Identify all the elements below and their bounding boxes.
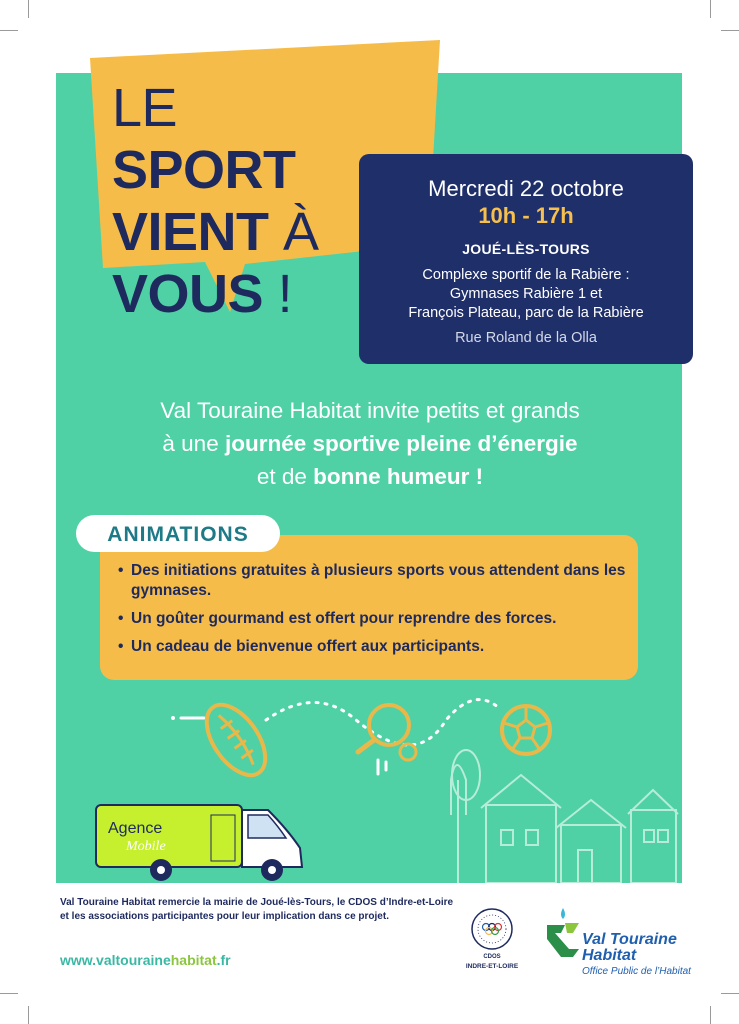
animation-item: • Un goûter gourmand est offert pour reprendre des forces. <box>118 609 626 629</box>
intro-line <box>60 460 680 493</box>
thanks-line: Val Touraine Habitat remercie la mairie de Joué-lès-Tours, le CDOS d’Indre-et-Loire <box>60 897 454 908</box>
event-date: Mercredi 22 octobre <box>428 176 624 201</box>
thanks-text <box>60 896 460 924</box>
url-part: .fr <box>216 952 231 968</box>
crop-mark <box>721 993 739 994</box>
houses-icon <box>451 750 678 883</box>
motion-lines <box>171 716 204 720</box>
event-info-box <box>359 154 693 364</box>
venue-line: Gymnases Rabière 1 et <box>449 286 603 302</box>
headline-word: LE <box>112 78 178 138</box>
intro-emphasis: bonne humeur ! <box>313 464 484 489</box>
headline-word: VIENT <box>112 202 269 262</box>
animation-item: • Un cadeau de bienvenue offert aux participants. <box>118 637 626 657</box>
headline-word: VOUS <box>112 264 264 324</box>
website-link[interactable] <box>60 952 231 968</box>
van-label: Agence <box>108 820 163 837</box>
headline-word: ! <box>277 264 293 324</box>
intro-line: Val Touraine Habitat invite petits et grands <box>160 398 580 423</box>
venue-line: François Plateau, parc de la Rabière <box>408 305 644 321</box>
url-part: habitat <box>170 952 217 968</box>
val-touraine-habitat-logo <box>543 903 583 963</box>
url-part: www.valtouraine <box>60 952 171 968</box>
headline <box>112 77 372 325</box>
animations-title-pill <box>76 515 280 552</box>
vth-name: Habitat <box>582 947 637 964</box>
animations-box <box>100 535 638 680</box>
intro-text-part: à une <box>162 431 225 456</box>
headline-word: À <box>283 202 319 262</box>
animations-list <box>118 561 626 665</box>
thanks-line: et les associations participantes pour leur implication dans ce projet. <box>60 911 389 922</box>
cdos-sub: INDRE-ET-LOIRE <box>465 963 519 970</box>
cdos-logo <box>462 905 522 975</box>
event-time: 10h - 17h <box>478 203 574 228</box>
cdos-label: CDOS <box>483 954 501 960</box>
venue-line: Complexe sportif de la Rabière : <box>422 267 630 283</box>
event-city: JOUÉ-LÈS-TOURS <box>462 241 590 257</box>
sports-illustration <box>56 690 682 883</box>
intro-text-part: et de <box>256 464 314 489</box>
vth-tagline: Office Public de l’Habitat <box>582 966 691 977</box>
event-venue <box>365 266 687 323</box>
intro-line <box>60 427 680 460</box>
crop-mark <box>0 993 18 994</box>
event-street: Rue Roland de la Olla <box>455 330 597 346</box>
crop-mark <box>710 1006 711 1024</box>
animation-item: • Des initiations gratuites à plusieurs sports vous attendent dans les gymnases. <box>118 561 626 601</box>
intro-text <box>60 394 680 493</box>
intro-emphasis: journée sportive pleine d’énergie <box>224 431 578 456</box>
vth-name: Val Touraine <box>582 931 677 948</box>
animations-title: ANIMATIONS <box>107 523 249 546</box>
rugby-ball-icon <box>195 695 277 786</box>
headline-word: SPORT <box>112 140 296 200</box>
van-label: Mobile <box>126 839 166 854</box>
crop-mark <box>28 1006 29 1024</box>
soccer-ball-icon <box>502 706 550 754</box>
